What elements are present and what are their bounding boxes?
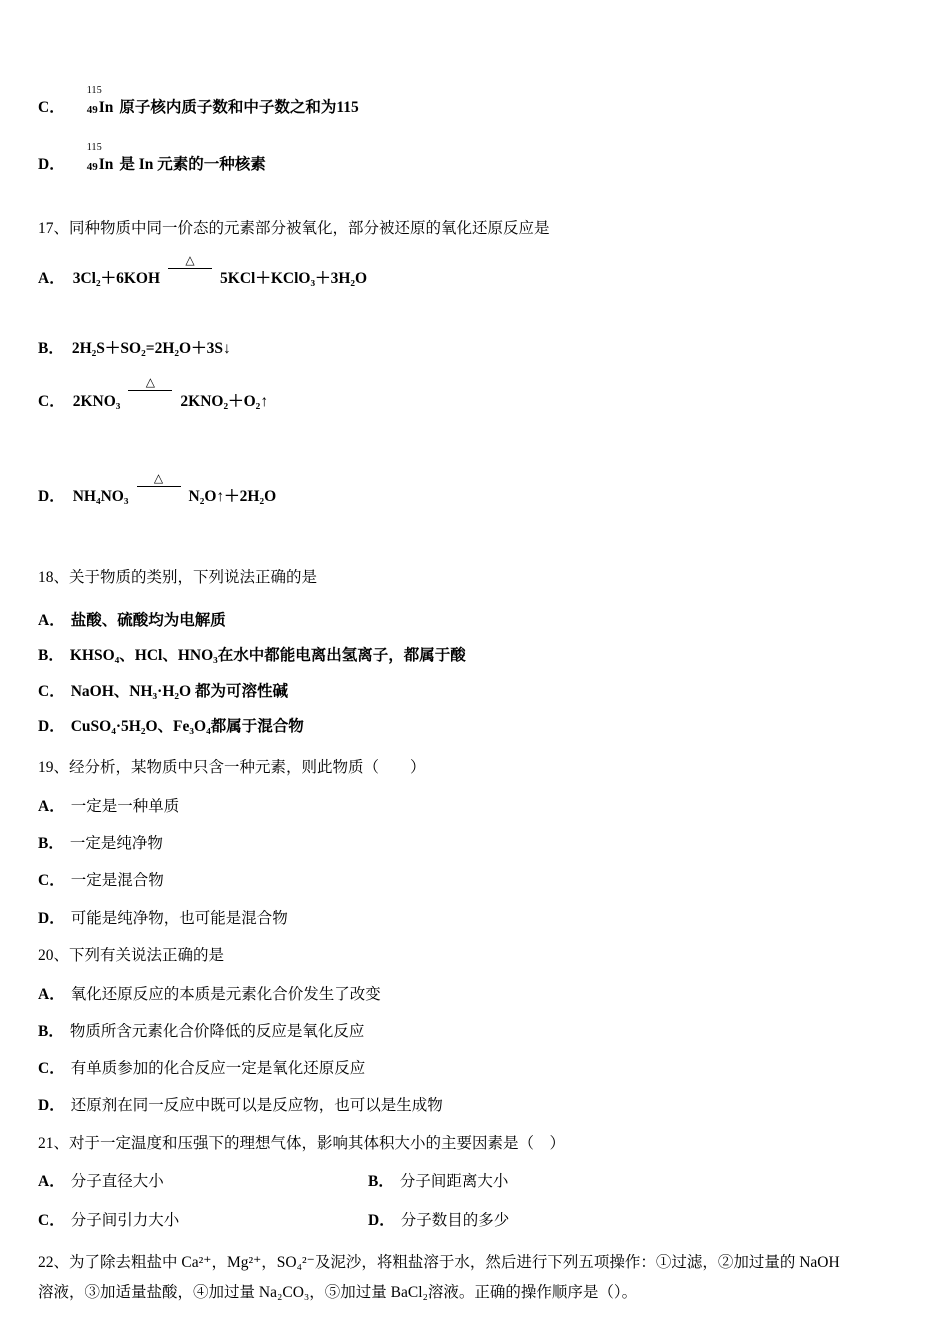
option-label: A． — [38, 985, 65, 1003]
option-text: 分子数目的多少 — [400, 1212, 510, 1230]
option-row-19a — [38, 795, 918, 818]
question-stem: 经分析，某物质中只含一种元素，则此物质（ ） — [69, 759, 426, 777]
option-row-21ab — [38, 1170, 918, 1195]
option-text: KHSO₄、HCl、HNO₃在水中都能电离出氢离子，都属于酸 — [69, 647, 466, 665]
question-number: 17、 — [38, 219, 70, 237]
option-label: B． — [38, 339, 64, 357]
option-text: 2H₂S＋SO₂=2H₂O＋3S↓ — [71, 339, 231, 357]
reaction-left: NH₄NO₃ — [72, 488, 129, 506]
reaction-equation — [72, 470, 277, 508]
option-text: 盐酸、硫酸均为电解质 — [70, 612, 226, 630]
question-19 — [38, 756, 918, 781]
option-row-18a — [38, 609, 918, 632]
delta-symbol: △ — [145, 375, 156, 390]
option-row-19d — [38, 907, 918, 930]
option-text: 分子间距离大小 — [399, 1173, 509, 1191]
option-21b — [368, 1170, 918, 1195]
option-row-18d — [38, 715, 918, 738]
option-text: 原子核内质子数和中子数之和为115 — [119, 99, 359, 116]
option-label: C． — [38, 872, 65, 890]
option-label: B． — [368, 1173, 394, 1191]
option-text: 一定是纯净物 — [69, 835, 163, 853]
mass-number: 115 — [86, 85, 102, 96]
document-content — [38, 85, 918, 1307]
option-label: C． — [38, 682, 65, 700]
option-label: C． — [38, 1060, 65, 1078]
question-line-1: 为了除去粗盐中 Ca²⁺，Mg²⁺，SO₄²⁻及泥沙，将粗盐溶于水，然后进行下列五项操作：①过滤，②加过量的 NaOH — [69, 1254, 840, 1272]
reaction-equation — [72, 375, 269, 413]
question-stem: 同种物质中同一价态的元素部分被氧化，部分被还原的氧化还原反应是 — [69, 219, 550, 237]
question-22-line-2 — [38, 1278, 918, 1307]
question-21 — [38, 1132, 918, 1157]
reaction-right: N₂O↑＋2H₂O — [188, 488, 277, 506]
question-stem: 关于物质的类别，下列说法正确的是 — [69, 569, 318, 587]
option-label: C． — [38, 99, 65, 116]
option-row-17b — [38, 337, 918, 360]
option-21a — [38, 1170, 368, 1195]
option-label: B． — [38, 1022, 64, 1040]
option-label: B． — [38, 647, 64, 665]
option-label: B． — [38, 835, 64, 853]
option-text: 可能是纯净物，也可能是混合物 — [70, 909, 288, 927]
option-label: C． — [38, 392, 65, 410]
reaction-right: 2KNO₂＋O₂↑ — [180, 392, 269, 410]
question-stem: 下列有关说法正确的是 — [69, 946, 225, 964]
option-label: C． — [38, 1212, 65, 1230]
reaction-left: 2KNO₃ — [72, 392, 121, 410]
option-label: A． — [38, 270, 65, 288]
arrow-bar — [128, 390, 172, 391]
reaction-condition-arrow — [162, 252, 218, 284]
question-number: 21、 — [38, 1134, 70, 1152]
arrow-bar — [168, 268, 212, 269]
question-number: 22、 — [38, 1254, 70, 1272]
question-22 — [38, 1248, 918, 1277]
option-label: D． — [38, 1097, 65, 1115]
option-row-20c — [38, 1057, 918, 1080]
option-text: 一定是混合物 — [70, 872, 164, 890]
option-21c — [38, 1209, 368, 1234]
delta-symbol: △ — [185, 252, 195, 267]
option-row-20d — [38, 1094, 918, 1117]
reaction-left: 3Cl₂＋6KOH — [72, 270, 161, 288]
reaction-condition-arrow — [131, 470, 187, 502]
option-row-21cd — [38, 1209, 918, 1234]
option-row-17d — [38, 470, 918, 508]
mass-number: 115 — [86, 142, 102, 154]
element-symbol: In — [98, 99, 114, 116]
question-number: 18、 — [38, 569, 70, 587]
option-label: A． — [38, 1173, 65, 1191]
option-row-19b — [38, 832, 918, 855]
option-label: A． — [38, 612, 65, 630]
option-row-20b — [38, 1020, 918, 1043]
option-text: 是 In 元素的一种核素 — [119, 156, 266, 174]
option-text: 氧化还原反应的本质是元素化合价发生了改变 — [70, 985, 381, 1003]
option-label: D． — [38, 717, 65, 735]
option-text: CuSO₄·5H₂O、Fe₃O₄都属于混合物 — [70, 717, 304, 735]
option-label: D． — [38, 488, 65, 506]
question-17 — [38, 217, 918, 242]
question-stem: 对于一定温度和压强下的理想气体，影响其体积大小的主要因素是（ ） — [69, 1134, 566, 1152]
nuclide-notation — [86, 142, 114, 176]
element-symbol: In — [98, 156, 114, 174]
option-row-17c — [38, 375, 918, 413]
option-row-c-nuclide — [38, 85, 918, 119]
option-text: 还原剂在同一反应中既可以是反应物，也可以是生成物 — [70, 1097, 443, 1115]
option-text: NaOH、NH₃·H₂O 都为可溶性碱 — [70, 682, 288, 700]
arrow-bar — [137, 486, 181, 487]
option-row-d-nuclide — [38, 142, 918, 176]
delta-symbol: △ — [153, 470, 164, 485]
atomic-number: 49 — [86, 104, 98, 116]
option-text: 一定是一种单质 — [70, 797, 180, 815]
option-text: 物质所含元素化合价降低的反应是氧化反应 — [69, 1022, 365, 1040]
question-line-2: 溶液，③加适量盐酸，④加过量 Na₂CO₃，⑤加过量 BaCl₂溶液。正确的操作顺序是（）。 — [38, 1283, 638, 1301]
reaction-condition-arrow — [122, 375, 178, 406]
option-text: 分子直径大小 — [70, 1173, 164, 1191]
option-row-17a — [38, 252, 918, 290]
option-row-20a — [38, 983, 918, 1006]
option-row-18c — [38, 680, 918, 703]
option-21d — [368, 1209, 918, 1234]
option-row-18b — [38, 644, 918, 667]
question-20 — [38, 944, 918, 969]
option-label: A． — [38, 797, 65, 815]
option-label: D． — [368, 1212, 395, 1230]
question-18 — [38, 566, 918, 591]
question-number: 20、 — [38, 946, 70, 964]
nuclide-notation — [86, 85, 114, 119]
reaction-equation — [72, 252, 368, 290]
option-label: D． — [38, 909, 65, 927]
atomic-number: 49 — [86, 161, 98, 174]
option-text: 有单质参加的化合反应一定是氧化还原反应 — [70, 1060, 366, 1078]
option-text: 分子间引力大小 — [70, 1212, 180, 1230]
option-label: D． — [38, 156, 65, 174]
question-number: 19、 — [38, 759, 70, 777]
reaction-right: 5KCl＋KClO₃＋3H₂O — [220, 270, 368, 288]
option-row-19c — [38, 869, 918, 892]
